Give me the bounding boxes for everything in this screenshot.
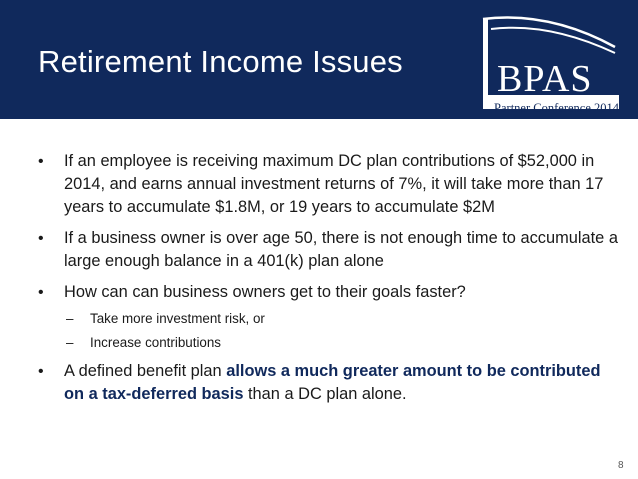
dash-icon: – xyxy=(66,335,74,350)
bullet-text: If a business owner is over age 50, there is not enough time to accumulate a large enough balance in a 401(k) plan alone xyxy=(64,229,618,270)
bullet-text-emphasis: allows a much greater amount to be contributed on a tax-deferred basis xyxy=(64,362,601,403)
logo-subtitle: Partner Conference 2014 xyxy=(494,101,619,115)
bullet-text-before: A defined benefit plan xyxy=(64,362,227,380)
logo-wordmark: BPAS xyxy=(497,58,593,100)
title-bar xyxy=(0,0,638,119)
page-number: 8 xyxy=(618,460,624,471)
bullet-text: How can can business owners get to their goals faster? xyxy=(64,283,466,301)
bullet-item xyxy=(38,227,618,273)
dash-icon: – xyxy=(66,311,74,326)
sub-bullet-item xyxy=(38,334,618,352)
bullet-icon: • xyxy=(38,284,44,301)
bullet-text-after: than a DC plan alone. xyxy=(243,385,407,403)
bullet-icon: • xyxy=(38,153,44,170)
sub-bullet-text: Take more investment risk, or xyxy=(90,311,265,326)
bullet-item xyxy=(38,360,618,406)
bpas-logo xyxy=(479,13,619,115)
bullet-icon: • xyxy=(38,363,44,380)
sub-bullet-group xyxy=(38,310,618,352)
bullet-list xyxy=(38,150,618,414)
sub-bullet-list xyxy=(38,310,618,352)
bullet-icon: • xyxy=(38,230,44,247)
sub-bullet-item xyxy=(38,310,618,328)
bullet-text: If an employee is receiving maximum DC plan contributions of $52,000 in 2014, and earns annual investment returns of 7%, it will take more than 17 years to accumulate $1.8M, or 19 years to accumulate $2M xyxy=(64,152,604,216)
sub-bullet-text: Increase contributions xyxy=(90,335,222,350)
bullet-item xyxy=(38,281,618,304)
bullet-item xyxy=(38,150,618,219)
slide-title: Retirement Income Issues xyxy=(38,44,403,79)
